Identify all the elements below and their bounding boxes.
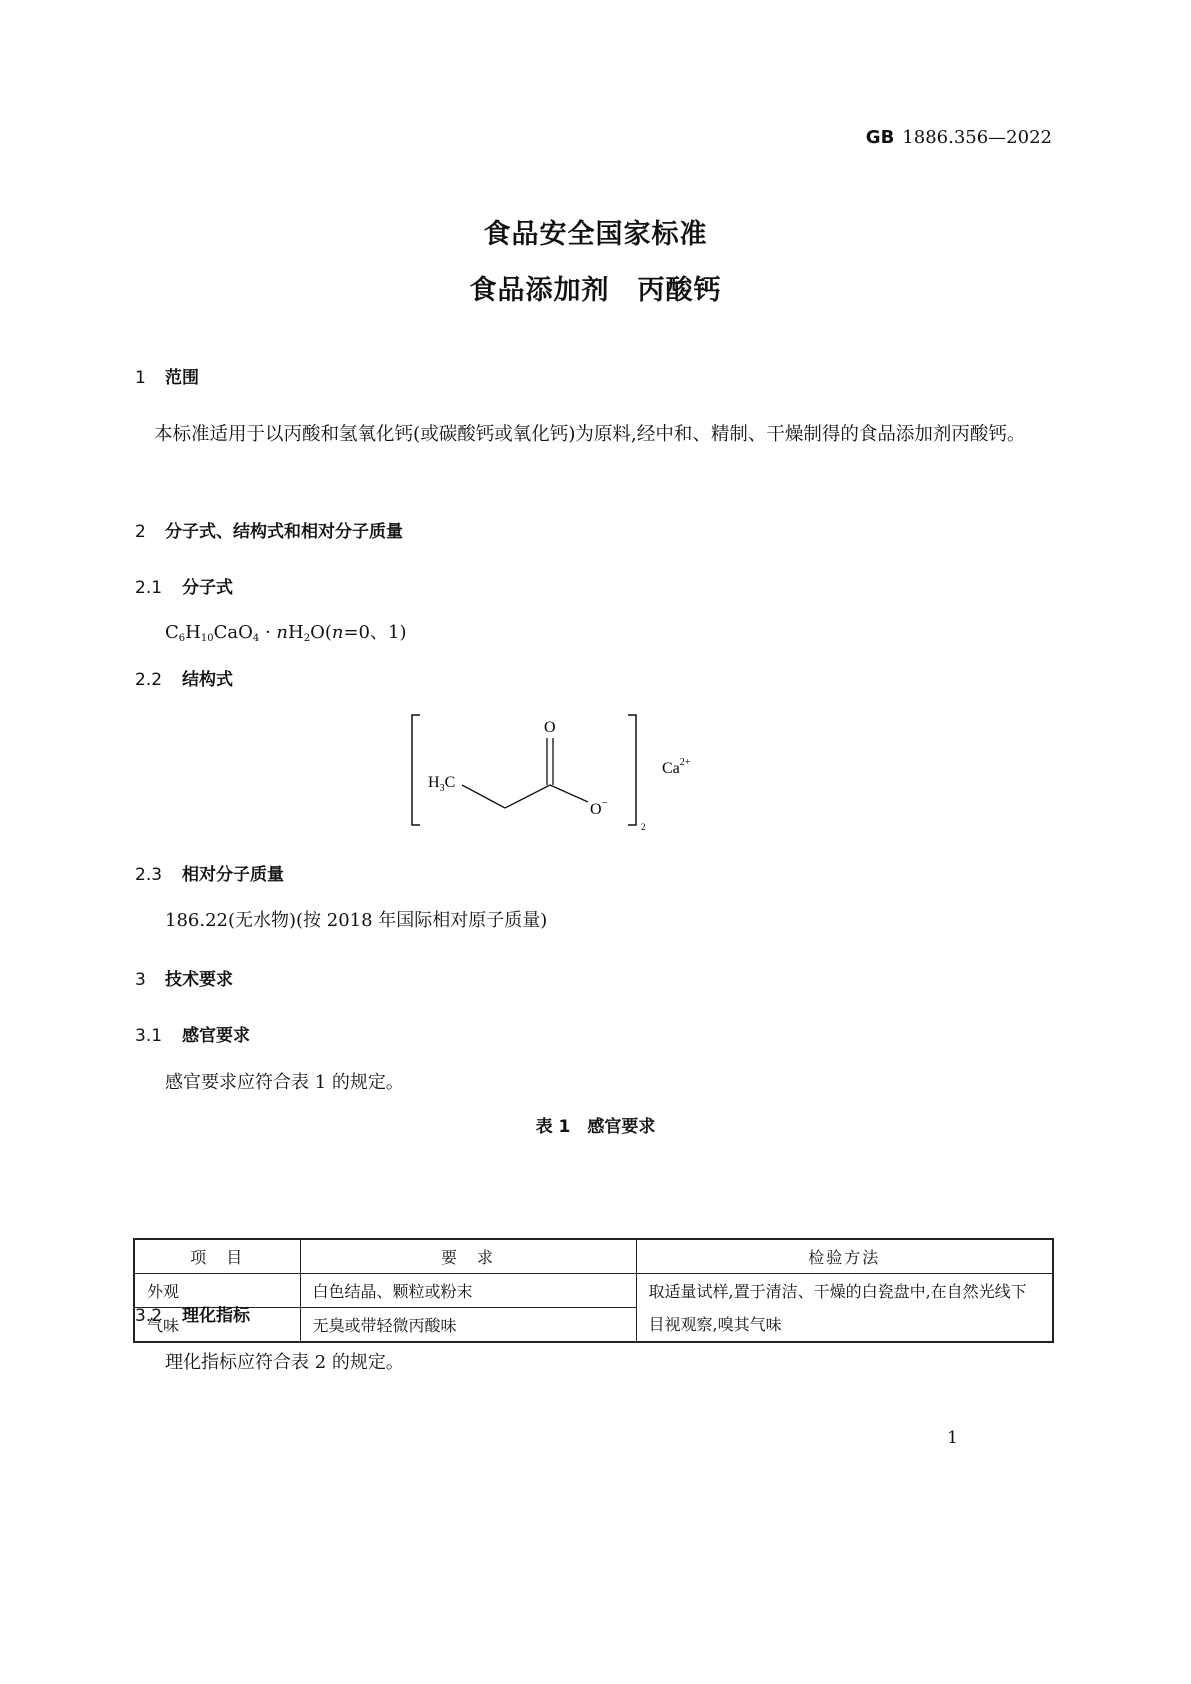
- column-header: 项 目: [134, 1239, 300, 1274]
- section-2-heading: [135, 517, 403, 542]
- oxide-label: O−: [590, 797, 608, 818]
- section-2-1-heading: [135, 573, 233, 598]
- standard-prefix: GB: [865, 127, 895, 148]
- table-row: [134, 1274, 1053, 1308]
- section-title: 理化指标: [182, 1306, 250, 1326]
- carbonyl-oxygen-label: O: [544, 719, 556, 736]
- section-1-heading: [135, 363, 199, 388]
- section-title: 分子式: [182, 578, 233, 598]
- methyl-label: $H_3C$: [428, 774, 456, 794]
- section-3-1-heading: [135, 1021, 250, 1046]
- section-title: 分子式、结构式和相对分子质量: [165, 522, 403, 542]
- section-2-3-heading: [135, 860, 284, 885]
- section-3-heading: [135, 965, 233, 990]
- standard-number: [866, 127, 1052, 148]
- molecular-mass-text: 186.22(无水物)(按 2018 年国际相对原子质量): [165, 910, 548, 931]
- table-cell-requirement: 白色结晶、颗粒或粉末: [300, 1274, 636, 1308]
- section-number: 2: [135, 522, 146, 542]
- scope-paragraph: 本标准适用于以丙酸和氢氧化钙(或碳酸钙或氧化钙)为原料,经中和、精制、干燥制得的食品添加剂丙酸钙。: [154, 424, 1026, 445]
- sensory-requirement-text: 感官要求应符合表 1 的规定。: [165, 1072, 404, 1093]
- physicochemical-requirement-text: 理化指标应符合表 2 的规定。: [165, 1352, 404, 1373]
- table-cell-item: 外观: [134, 1274, 300, 1308]
- column-header: 要 求: [300, 1239, 636, 1274]
- section-2-2-heading: [135, 665, 233, 690]
- table-cell-method: 取适量试样,置于清洁、干燥的白瓷盘中,在自然光线下目视观察,嗅其气味: [636, 1274, 1053, 1343]
- section-3-2-heading: [135, 1301, 250, 1326]
- section-number: 3.2: [135, 1306, 163, 1326]
- structural-formula: [400, 705, 720, 835]
- section-number: 2.2: [135, 670, 163, 690]
- table-1-caption: 表 1 感官要求: [535, 1117, 656, 1137]
- document-title: 食品安全国家标准: [483, 219, 708, 250]
- section-title: 结构式: [182, 670, 233, 690]
- molecular-formula: $C_6H_{10}CaO_4 \cdot nH_2O(n=0$、1): [165, 622, 407, 644]
- section-number: 2.1: [135, 578, 163, 598]
- section-number: 2.3: [135, 865, 163, 885]
- bracket-subscript: 2: [641, 822, 646, 832]
- column-header: 检验方法: [636, 1239, 1053, 1274]
- section-title: 感官要求: [182, 1026, 250, 1046]
- standard-code: 1886.356—2022: [902, 127, 1052, 148]
- calcium-ion-label: $Ca^{2+}$: [662, 757, 691, 777]
- section-title: 技术要求: [165, 970, 233, 990]
- sensory-table: [133, 1238, 1054, 1343]
- page-number: 1: [947, 1428, 958, 1448]
- section-title: 范围: [165, 368, 199, 388]
- document-subtitle: 食品添加剂 丙酸钙: [469, 275, 722, 306]
- section-number: 1: [135, 368, 146, 388]
- table-cell-item: 气味: [134, 1308, 300, 1343]
- section-number: 3.1: [135, 1026, 163, 1046]
- table-cell-requirement: 无臭或带轻微丙酸味: [300, 1308, 636, 1343]
- section-number: 3: [135, 970, 146, 990]
- table-header-row: [134, 1239, 1053, 1274]
- section-title: 相对分子质量: [182, 865, 284, 885]
